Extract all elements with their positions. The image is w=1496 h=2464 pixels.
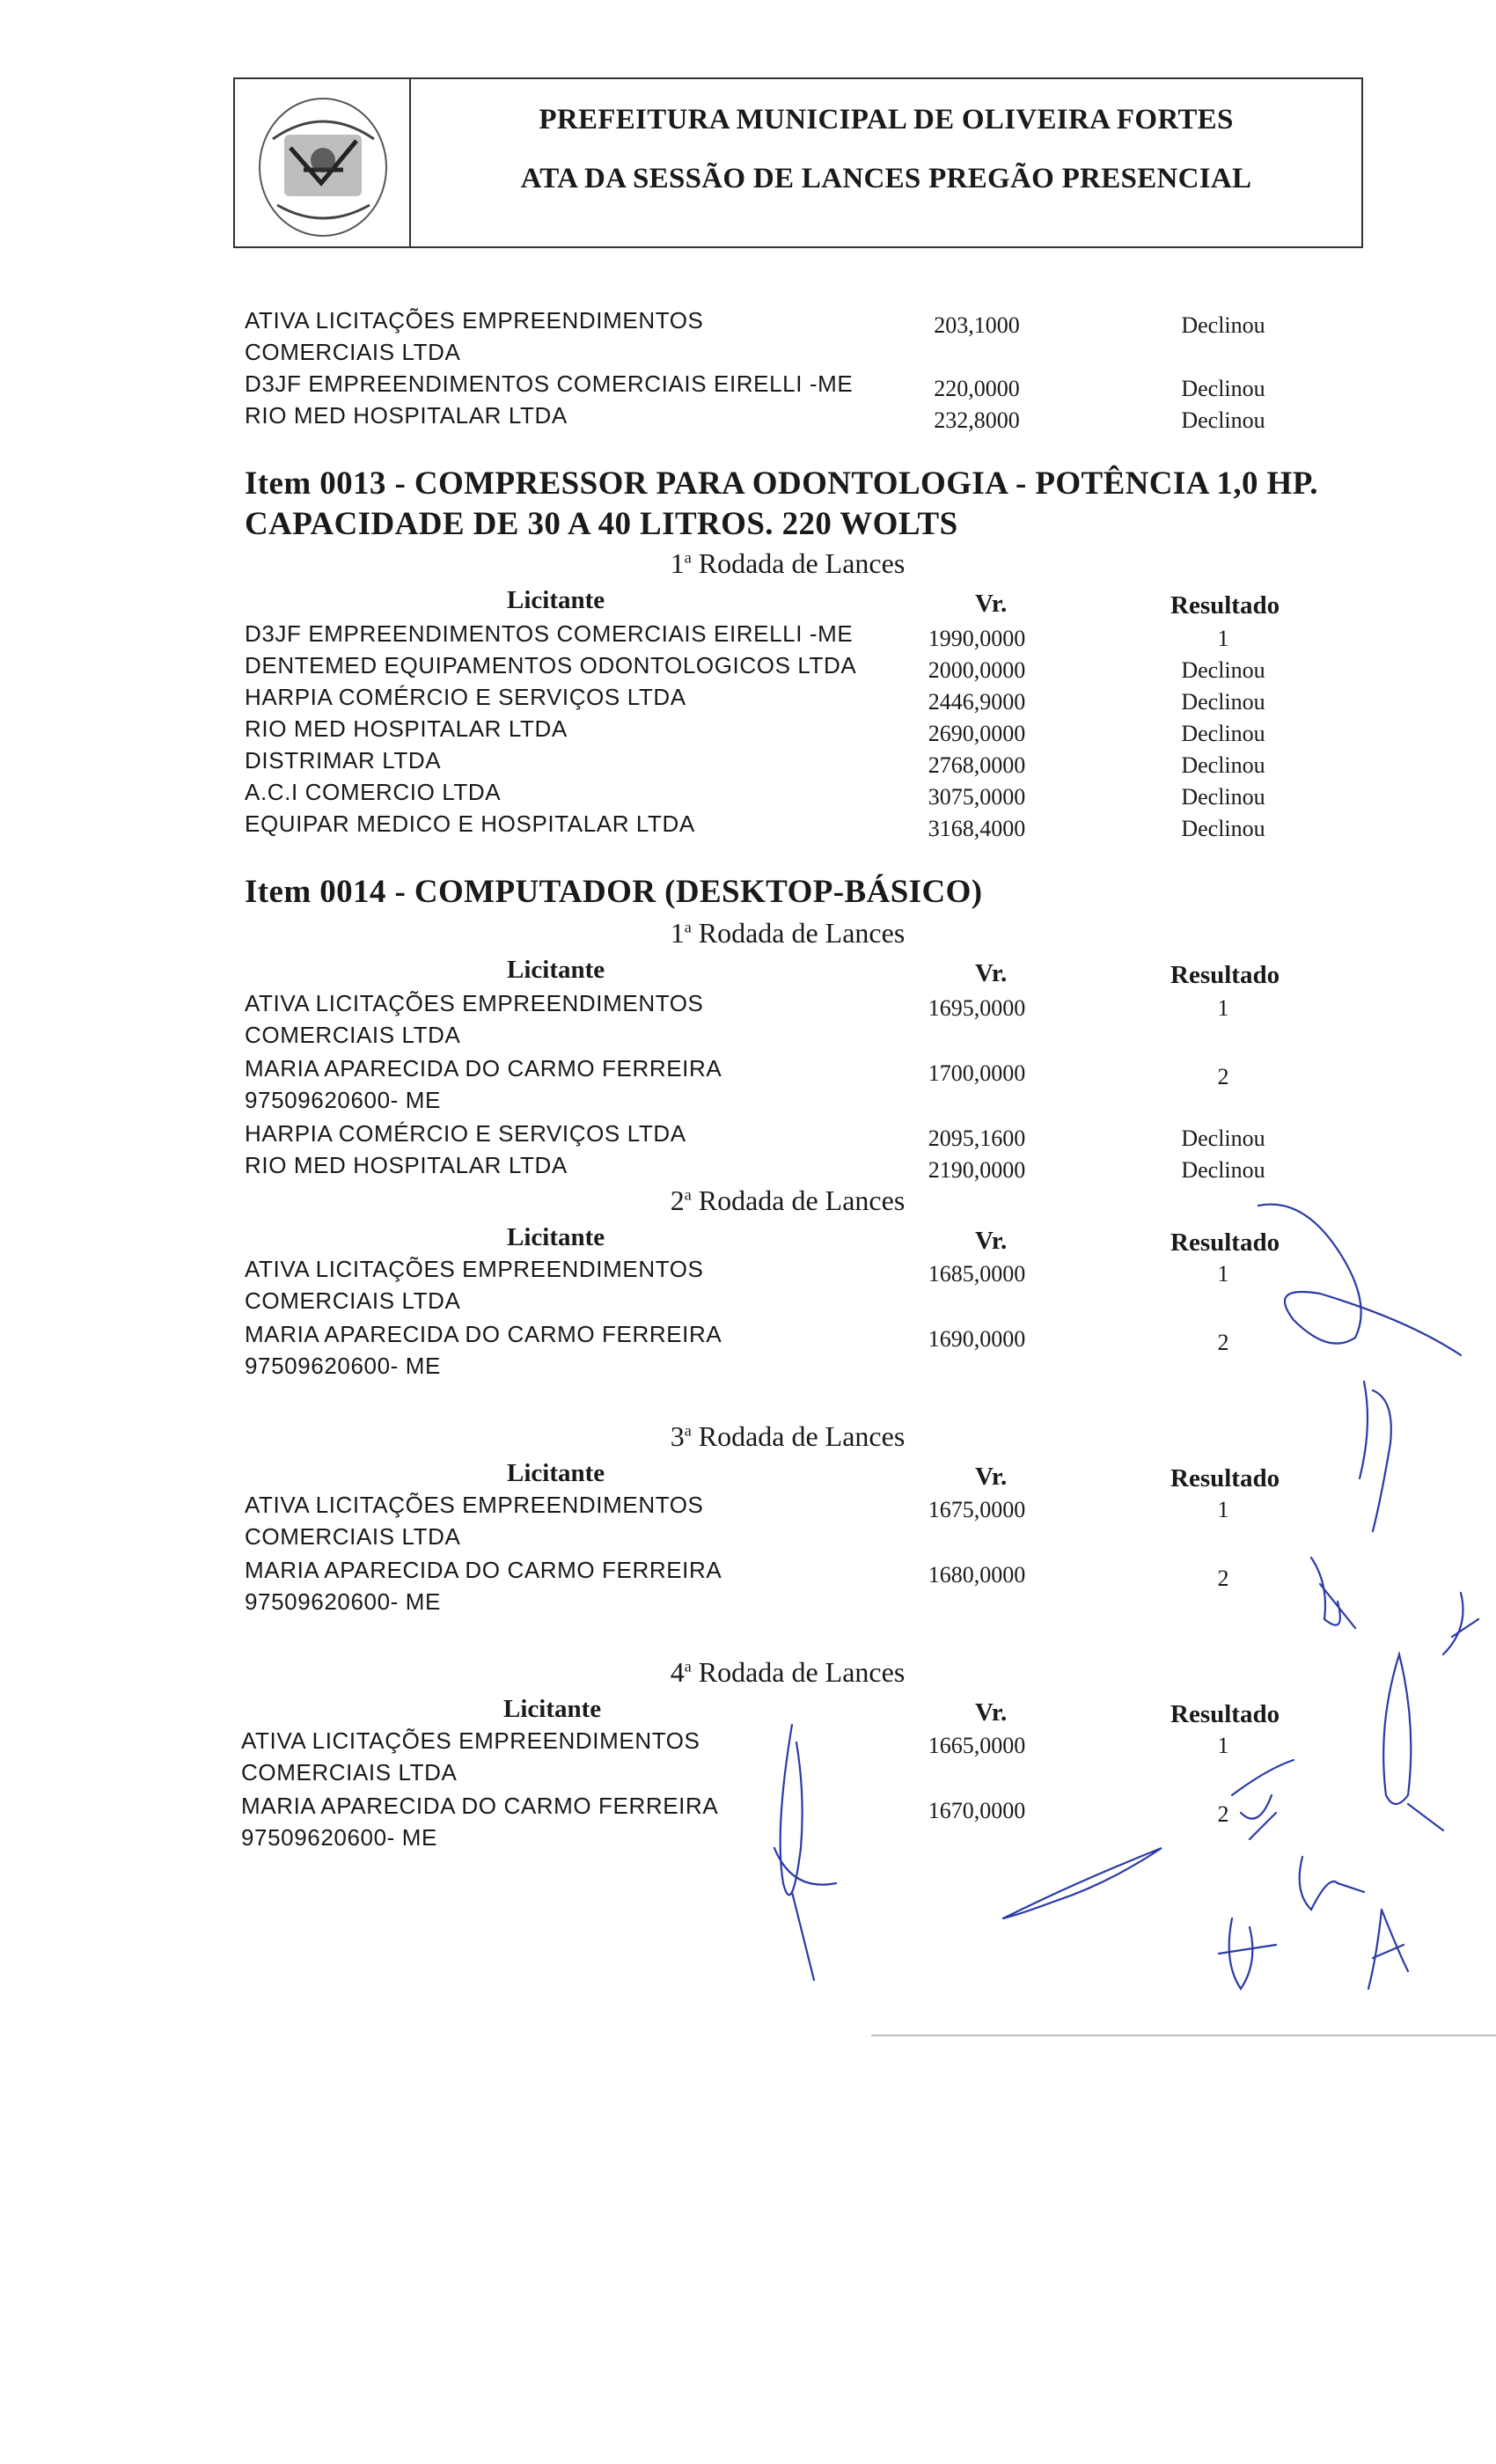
bid-result: Declinou (1181, 689, 1265, 715)
column-header-valor: Vr. (975, 1463, 1008, 1491)
signature-scribble-10 (1300, 1857, 1364, 1910)
bidder-name: ATIVA LICITAÇÕES EMPREENDIMENTOS (245, 990, 704, 1016)
bid-result: 1 (1217, 995, 1229, 1021)
bid-result: 1 (1217, 1733, 1229, 1758)
signature-scribble-8 (1003, 1848, 1162, 1918)
bidder-name: RIO MED HOSPITALAR LTDA (245, 1152, 568, 1178)
table-row (0, 1790, 1496, 1851)
document-header (233, 77, 1363, 248)
bidder-name: ATIVA LICITAÇÕES EMPREENDIMENTOS (245, 1492, 704, 1518)
table-row (0, 808, 1496, 843)
municipal-seal (235, 79, 411, 246)
bid-value: 2095,1600 (928, 1126, 1026, 1151)
bidder-name: D3JF EMPREENDIMENTOS COMERCIAIS EIRELLI -ME (245, 370, 854, 397)
bidder-name-cont: COMERCIAIS LTDA (245, 1287, 461, 1314)
column-header-licitante: Licitante (507, 1223, 605, 1251)
bidder-name: MARIA APARECIDA DO CARMO FERREIRA (245, 1321, 722, 1347)
column-header-valor: Vr. (975, 1227, 1008, 1255)
column-header-licitante: Licitante (507, 1459, 605, 1487)
bidder-name-cont: COMERCIAIS LTDA (241, 1759, 458, 1786)
signature-scribble-4 (1443, 1593, 1478, 1654)
bid-result: Declinou (1181, 376, 1265, 401)
bid-result: 1 (1217, 1497, 1229, 1522)
bid-value: 3168,4000 (928, 816, 1026, 841)
item-13-title-line1: Item 0013 - COMPRESSOR PARA ODONTOLOGIA - POTÊNCIA 1,0 HP. (245, 466, 1318, 502)
bidder-name: ATIVA LICITAÇÕES EMPREENDIMENTOS (245, 1256, 704, 1282)
column-header-valor: Vr. (975, 959, 1008, 987)
table-row (0, 1118, 1496, 1153)
bid-value: 1690,0000 (928, 1326, 1026, 1352)
bid-result: Declinou (1181, 407, 1265, 433)
bid-value: 203,1000 (934, 312, 1020, 338)
table-row (0, 1253, 1496, 1314)
column-header-licitante: Licitante (507, 586, 605, 614)
bidder-name: RIO MED HOSPITALAR LTDA (245, 715, 568, 742)
round-heading: 1$^a$ Rodada de Lances (670, 547, 906, 579)
table-row (0, 987, 1496, 1048)
column-header-resultado: Resultado (1170, 1700, 1280, 1728)
bid-value: 2768,0000 (928, 752, 1026, 778)
bid-value: 1670,0000 (928, 1798, 1026, 1823)
bidder-name-cont: 97509620600- ME (245, 1588, 441, 1615)
seal-emblem-icon (251, 86, 395, 243)
bid-result: Declinou (1181, 1157, 1265, 1183)
bid-result: 2 (1217, 1801, 1229, 1827)
bid-value: 3075,0000 (928, 784, 1026, 810)
bid-result: Declinou (1181, 816, 1265, 841)
table-row (0, 1489, 1496, 1550)
table-row (0, 1149, 1496, 1184)
bid-value: 2446,9000 (928, 689, 1026, 715)
table-row (0, 368, 1496, 403)
bidder-name-cont: COMERCIAIS LTDA (245, 1022, 461, 1048)
signature-scribble-11 (1219, 1918, 1276, 1989)
table-row (0, 649, 1496, 685)
bid-value: 2000,0000 (928, 657, 1026, 683)
item-13-title-line2: CAPACIDADE DE 30 A 40 LITROS. 220 WOLTS (245, 506, 958, 542)
bid-value: 232,8000 (934, 407, 1020, 433)
round-heading: 2$^a$ Rodada de Lances (670, 1184, 906, 1216)
column-header-valor: Vr. (975, 1698, 1008, 1727)
bidder-name: D3JF EMPREENDIMENTOS COMERCIAIS EIRELLI -ME (245, 620, 854, 647)
column-header-resultado: Resultado (1170, 1228, 1280, 1257)
bidder-name: A.C.I COMERCIO LTDA (245, 779, 502, 805)
bidder-name-cont: 97509620600- ME (245, 1353, 441, 1379)
bidder-name: ATIVA LICITAÇÕES EMPREENDIMENTOS (245, 307, 704, 334)
table-row (0, 681, 1496, 716)
bid-value: 2190,0000 (928, 1157, 1026, 1183)
bid-result: 1 (1217, 1261, 1229, 1287)
bid-result: 2 (1217, 1566, 1229, 1591)
table-row (0, 776, 1496, 811)
bid-result: Declinou (1181, 721, 1265, 746)
signature-scribble-12 (1368, 1910, 1408, 1989)
bid-value: 1675,0000 (928, 1497, 1026, 1522)
bidder-name: MARIA APARECIDA DO CARMO FERREIRA (245, 1557, 722, 1583)
column-header-resultado: Resultado (1170, 961, 1280, 989)
column-header-resultado: Resultado (1170, 591, 1280, 620)
round-heading: 3$^a$ Rodada de Lances (670, 1420, 906, 1452)
bid-value: 2690,0000 (928, 721, 1026, 746)
bidder-name: RIO MED HOSPITALAR LTDA (245, 402, 568, 429)
bid-result: Declinou (1181, 752, 1265, 778)
bidder-name: DENTEMED EQUIPAMENTOS ODONTOLOGICOS LTDA (245, 652, 857, 678)
bidder-name: ATIVA LICITAÇÕES EMPREENDIMENTOS (241, 1727, 700, 1754)
bidder-name-cont: COMERCIAIS LTDA (245, 1523, 461, 1550)
bid-result: Declinou (1181, 657, 1265, 683)
round-heading: 1$^a$ Rodada de Lances (670, 917, 906, 949)
column-header-resultado: Resultado (1170, 1464, 1280, 1492)
column-header-licitante: Licitante (503, 1695, 602, 1723)
bidder-name: DISTRIMAR LTDA (245, 747, 442, 774)
bid-result: Declinou (1181, 784, 1265, 810)
table-row (0, 744, 1496, 780)
bid-value: 1990,0000 (928, 626, 1026, 651)
bidder-name: MARIA APARECIDA DO CARMO FERREIRA (241, 1793, 719, 1819)
table-row (0, 618, 1496, 653)
header-title-session: ATA DA SESSÃO DE LANCES PREGÃO PRESENCIAL (520, 163, 1252, 194)
table-row (0, 1554, 1496, 1615)
bidder-name: MARIA APARECIDA DO CARMO FERREIRA (245, 1055, 722, 1082)
column-header-valor: Vr. (975, 590, 1008, 618)
bid-value: 1665,0000 (928, 1733, 1026, 1758)
bid-result: 1 (1217, 626, 1229, 651)
table-row (0, 1052, 1496, 1113)
table-row (0, 1725, 1496, 1786)
bidder-name-cont: COMERCIAIS LTDA (245, 339, 461, 365)
header-title-municipality: PREFEITURA MUNICIPAL DE OLIVEIRA FORTES (539, 104, 1234, 136)
table-row (0, 1318, 1496, 1379)
bidder-name: HARPIA COMÉRCIO E SERVIÇOS LTDA (245, 1120, 686, 1147)
bid-value: 1700,0000 (928, 1060, 1026, 1086)
column-header-licitante: Licitante (507, 956, 605, 984)
bidder-name-cont: 97509620600- ME (245, 1087, 441, 1113)
bid-value: 1695,0000 (928, 995, 1026, 1021)
bid-value: 1685,0000 (928, 1261, 1026, 1287)
bid-result: 2 (1217, 1330, 1229, 1355)
round-heading: 4$^a$ Rodada de Lances (670, 1656, 906, 1688)
bid-result: Declinou (1181, 312, 1265, 338)
bid-result: Declinou (1181, 1126, 1265, 1151)
item-14-title: Item 0014 - COMPUTADOR (DESKTOP-BÁSICO) (245, 874, 983, 910)
bidder-name: EQUIPAR MEDICO E HOSPITALAR LTDA (245, 810, 695, 837)
bid-value: 1680,0000 (928, 1562, 1026, 1588)
table-row (0, 400, 1496, 435)
table-row (0, 713, 1496, 748)
bidder-name-cont: 97509620600- ME (241, 1824, 437, 1851)
bidder-name: HARPIA COMÉRCIO E SERVIÇOS LTDA (245, 684, 686, 710)
bid-value: 220,0000 (934, 376, 1020, 401)
bid-result: 2 (1217, 1064, 1229, 1089)
table-row (0, 304, 1496, 365)
scan-edge-line (871, 2035, 1496, 2036)
